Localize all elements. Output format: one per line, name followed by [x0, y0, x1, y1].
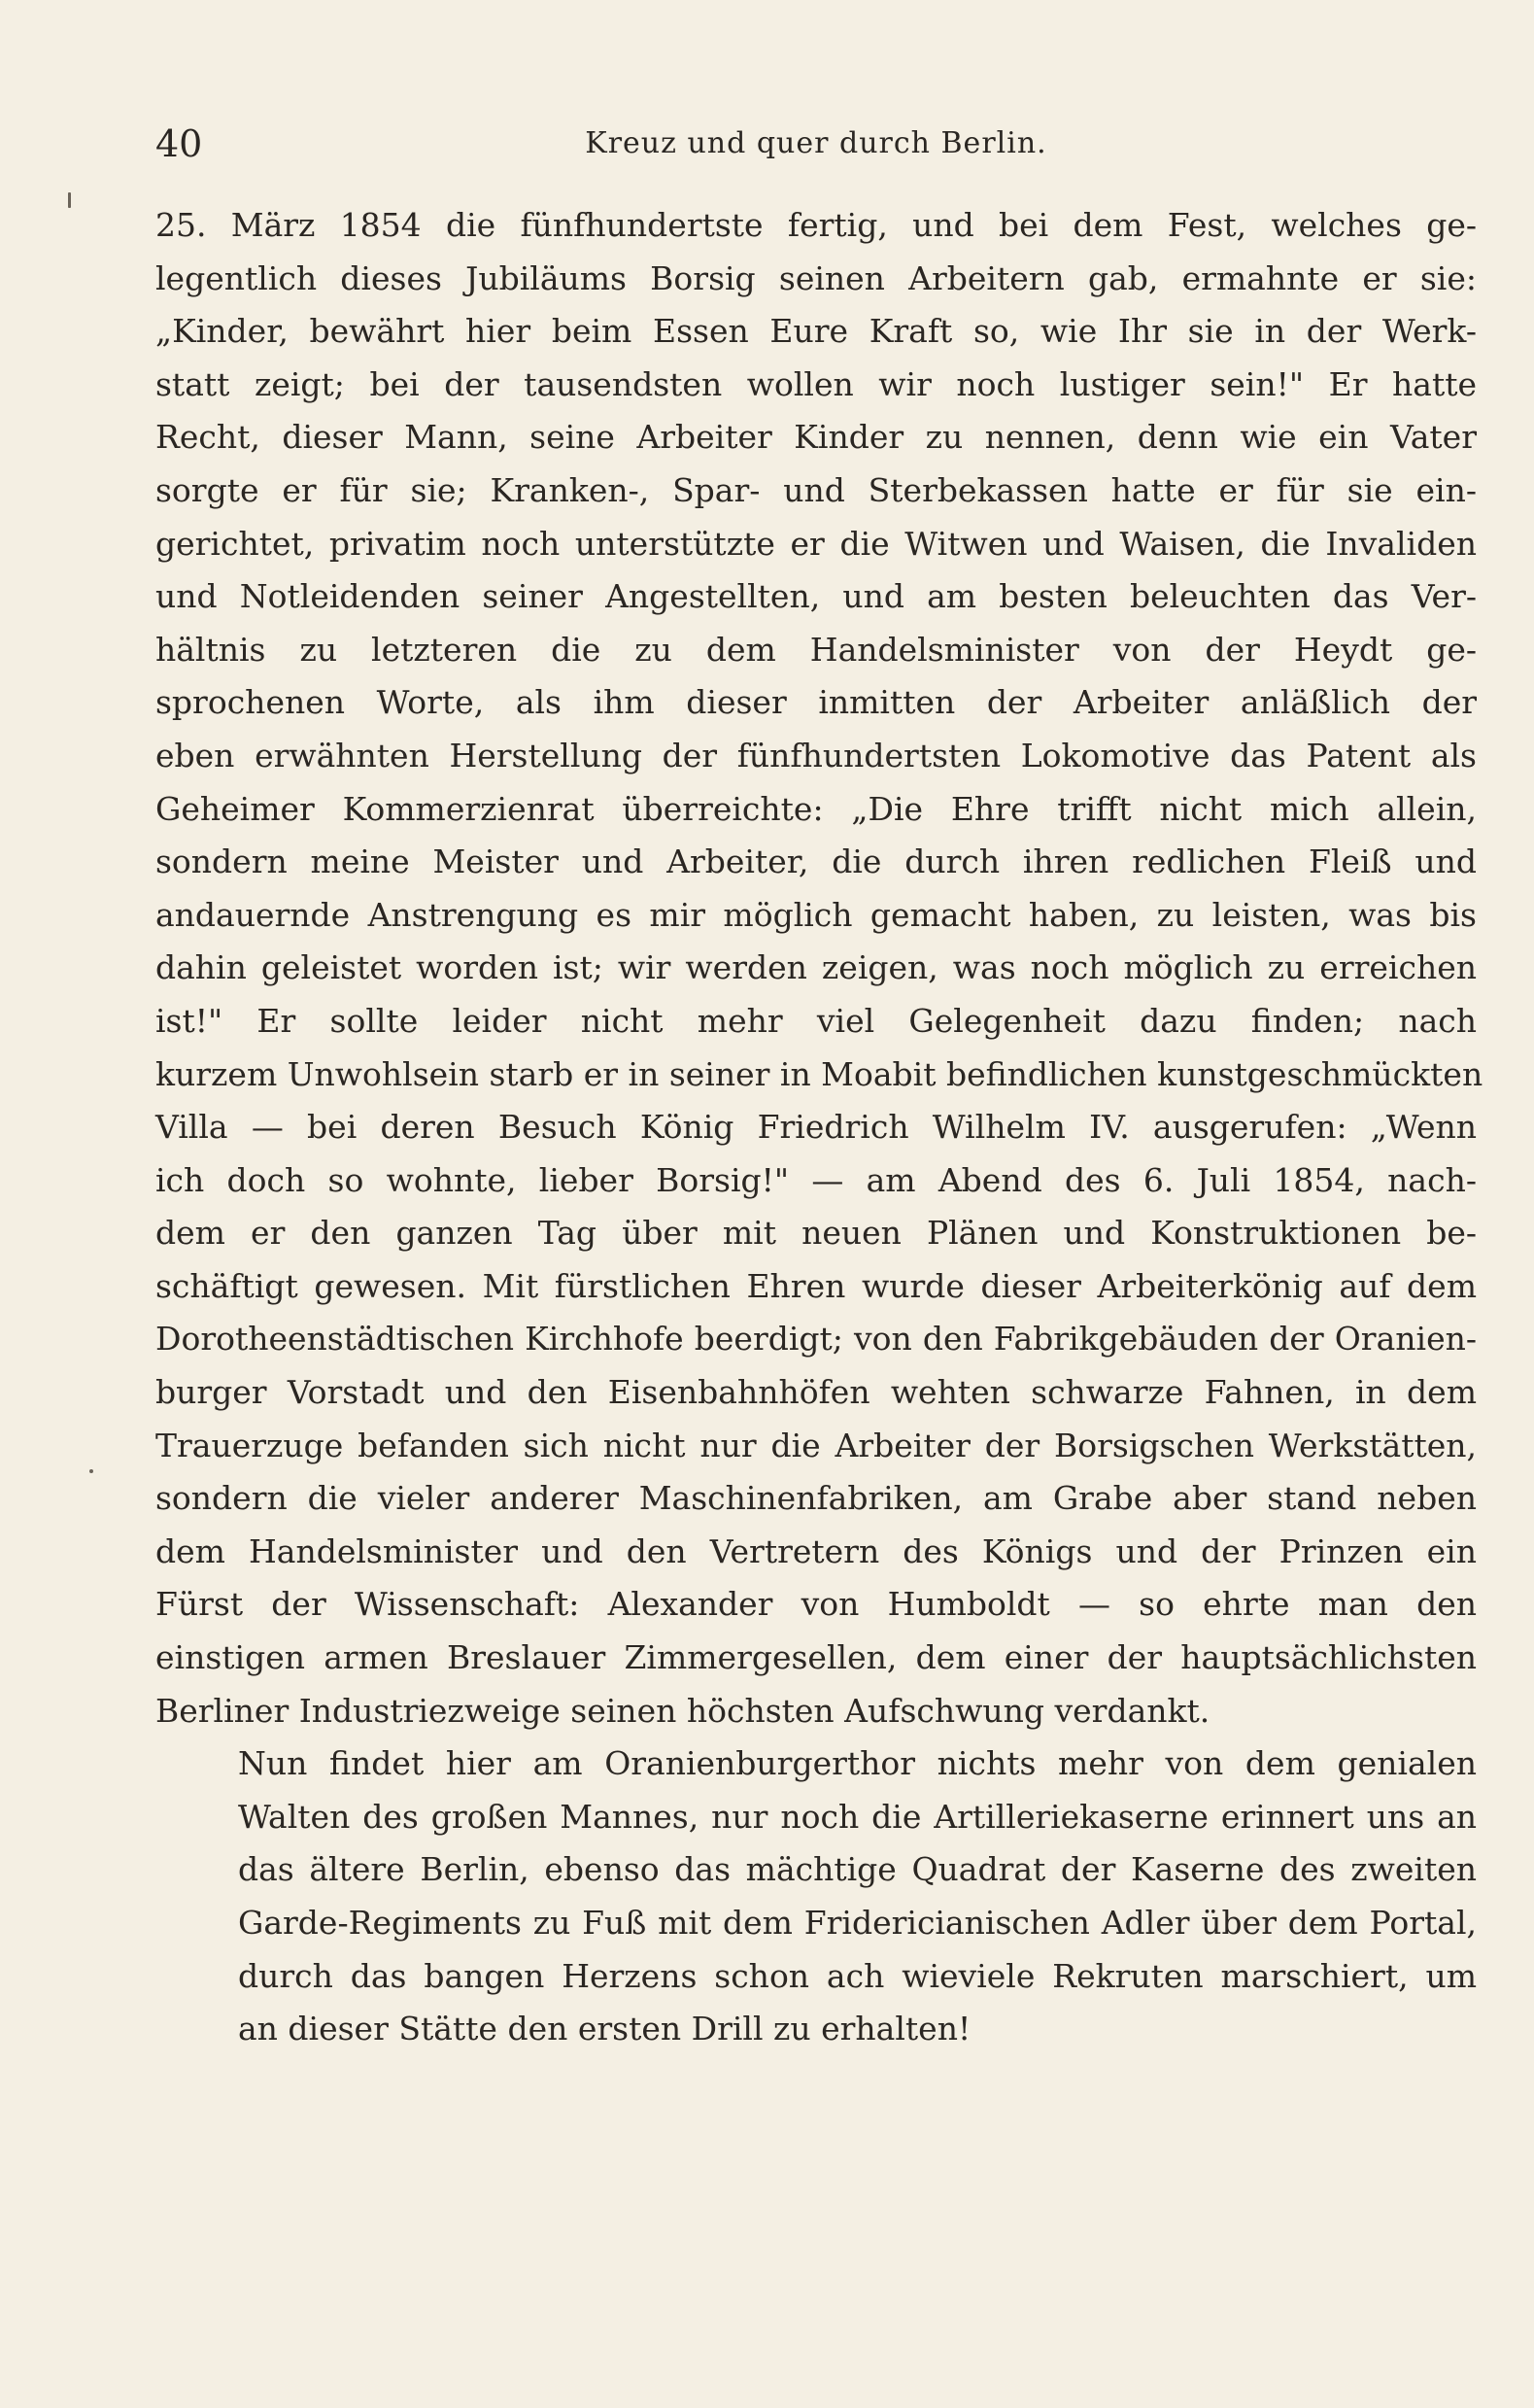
margin-speck	[68, 192, 71, 208]
text-line: Walten des großen Mannes, nur noch die Artilleriekaserne erinnert uns an	[238, 1797, 1477, 1836]
text-line: 25. März 1854 die fünfhundertste fertig, und bei dem Fest, welches ge-	[155, 206, 1477, 244]
text-line: dahin geleistet worden ist; wir werden zeigen, was noch möglich zu erreichen	[155, 948, 1477, 987]
text-line: ich doch so wohnte, lieber Borsig!" — am Abend des 6. Juli 1854, nach-	[155, 1160, 1477, 1199]
page-number: 40	[155, 122, 203, 165]
text-line: eben erwähnten Herstellung der fünfhundertsten Lokomotive das Patent als	[155, 736, 1477, 774]
text-line: sondern meine Meister und Arbeiter, die durch ihren redlichen Fleiß und	[155, 843, 1477, 881]
body-text	[155, 199, 1483, 2056]
text-line: hältnis zu letzteren die zu dem Handelsminister von der Heydt ge-	[155, 630, 1477, 669]
text-line: gerichtet, privatim noch unterstützte er die Witwen und Waisen, die Invaliden	[155, 524, 1477, 563]
text-line: Garde-Regiments zu Fuß mit dem Fridericianischen Adler über dem Portal,	[238, 1904, 1477, 1942]
text-line: sorgte er für sie; Kranken-, Spar- und Sterbekassen hatte er für sie ein-	[155, 470, 1477, 509]
text-line: Berliner Industriezweige seinen höchsten Aufschwung verdankt.	[155, 1691, 1210, 1730]
text-line: Trauerzuge befanden sich nicht nur die Arbeiter der Borsigschen Werkstätten,	[155, 1426, 1477, 1464]
text-line: Geheimer Kommerzienrat überreichte: „Die Ehre trifft nicht mich allein,	[155, 789, 1477, 828]
text-line: Nun findet hier am Oranienburgerthor nichts mehr von dem genialen	[238, 1744, 1477, 1783]
text-line: Recht, dieser Mann, seine Arbeiter Kinder zu nennen, denn wie ein Vater	[155, 418, 1477, 457]
text-line: „Kinder, bewährt hier beim Essen Eure Kraft so, wie Ihr sie in der Werk-	[155, 312, 1477, 351]
text-line: Fürst der Wissenschaft: Alexander von Humboldt — so ehrte man den	[155, 1585, 1477, 1624]
text-line: sondern die vieler anderer Maschinenfabriken, am Grabe aber stand neben	[155, 1479, 1477, 1518]
text-line: andauernde Anstrengung es mir möglich gemacht haben, zu leisten, was bis	[155, 895, 1477, 934]
text-line: Dorotheenstädtischen Kirchhofe beerdigt; von den Fabrikgebäuden der Oranien-	[155, 1320, 1477, 1359]
margin-speck	[89, 1469, 93, 1473]
text-line: Villa — bei deren Besuch König Friedrich Wilhelm IV. ausgerufen: „Wenn	[155, 1108, 1477, 1147]
text-line: durch das bangen Herzens schon ach wieviele Rekruten marschiert, um	[238, 1956, 1477, 1995]
text-line: dem Handelsminister und den Vertretern des Königs und der Prinzen ein	[155, 1531, 1477, 1570]
text-line: einstigen armen Breslauer Zimmergesellen, dem einer der hauptsächlichsten	[155, 1638, 1477, 1677]
text-line: legentlich dieses Jubiläums Borsig seinen Arbeitern gab, ermahnte er sie:	[155, 258, 1477, 297]
text-line: und Notleidenden seiner Angestellten, und am besten beleuchten das Ver-	[155, 577, 1477, 616]
text-line: ist!" Er sollte leider nicht mehr viel Gelegenheit dazu finden; nach	[155, 1001, 1477, 1040]
text-line: schäftigt gewesen. Mit fürstlichen Ehren wurde dieser Arbeiterkönig auf dem	[155, 1266, 1477, 1305]
text-line: statt zeigt; bei der tausendsten wollen wir noch lustiger sein!" Er hatte	[155, 364, 1477, 403]
text-line: sprochenen Worte, als ihm dieser inmitten der Arbeiter anläßlich der	[155, 683, 1477, 722]
text-line: burger Vorstadt und den Eisenbahnhöfen wehten schwarze Fahnen, in dem	[155, 1373, 1477, 1412]
text-line: das ältere Berlin, ebenso das mächtige Quadrat der Kaserne des zweiten	[238, 1850, 1477, 1889]
text-line: an dieser Stätte den ersten Drill zu erhalten!	[238, 2010, 972, 2048]
paragraph	[155, 1737, 1477, 2056]
paragraph	[155, 199, 1483, 1737]
text-line: kurzem Unwohlsein starb er in seiner in Moabit befindlichen kunstgeschmückten	[155, 1054, 1483, 1093]
page-header	[155, 115, 1477, 173]
text-line: dem er den ganzen Tag über mit neuen Plänen und Konstruktionen be-	[155, 1214, 1477, 1253]
running-title: Kreuz und quer durch Berlin.	[585, 126, 1047, 160]
